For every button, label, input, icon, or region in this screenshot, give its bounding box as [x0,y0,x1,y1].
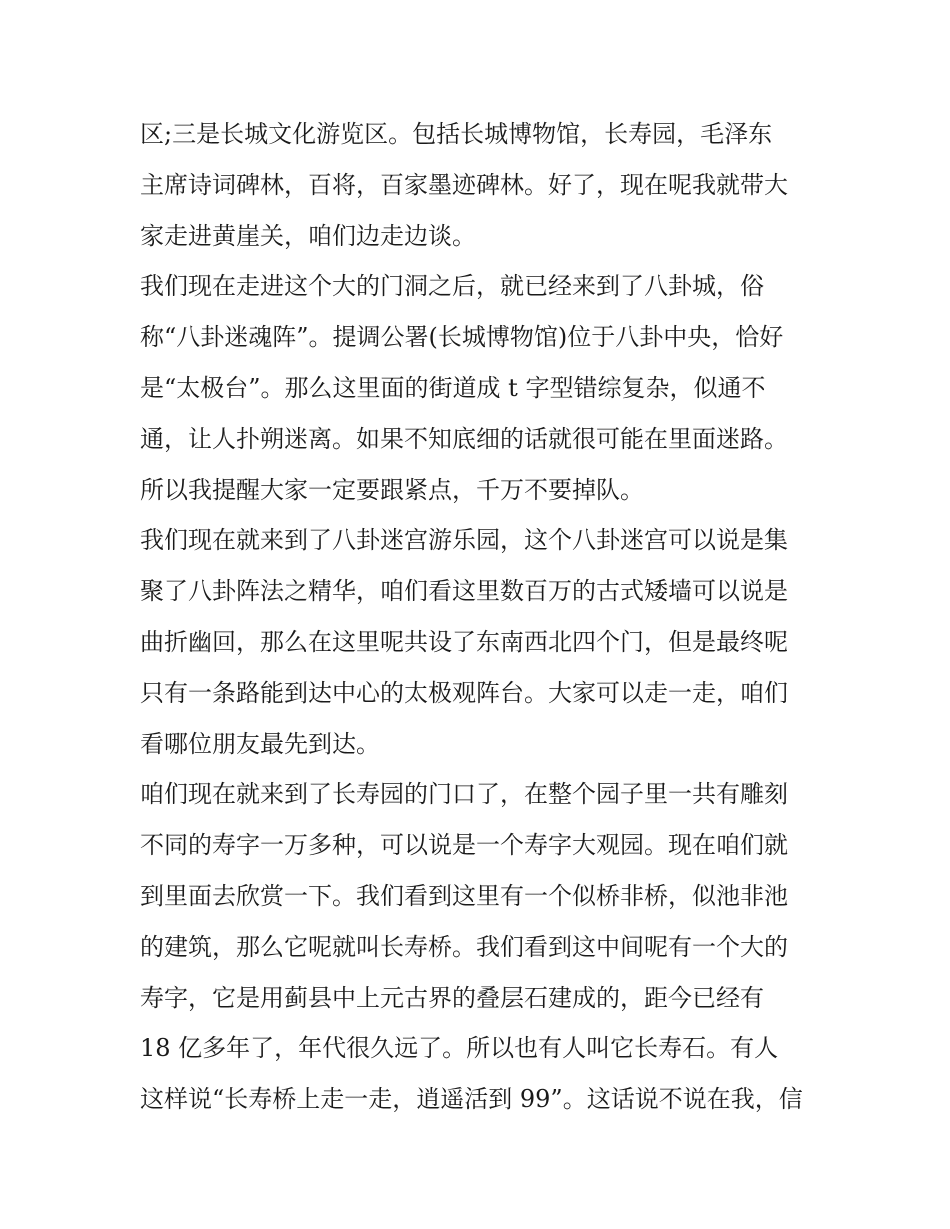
text-line: 曲折幽回，那么在这里呢共设了东南西北四个门，但是最终呢 [140,627,788,656]
body-text [140,109,830,1125]
text-line: 家走进黄崖关，咱们边走边谈。 [140,221,476,250]
text-line: 到里面去欣赏一下。我们看到这里有一个似桥非桥，似池非池 [140,881,788,910]
text-line: 这样说“长寿桥上走一走，逍遥活到 99”。这话说不说在我，信 [140,1085,803,1114]
text-line: 我们现在就来到了八卦迷宫游乐园，这个八卦迷宫可以说是集 [140,526,788,555]
text-line: 通，让人扑朔迷离。如果不知底细的话就很可能在里面迷路。 [140,424,788,453]
text-line: 是“太极台”。那么这里面的街道成 t 字型错综复杂，似通不 [140,373,766,402]
text-line: 寿字，它是用蓟县中上元古界的叠层石建成的，距今已经有 [140,983,764,1012]
text-line: 我们现在走进这个大的门洞之后，就已经来到了八卦城，俗 [140,272,764,301]
text-line: 18 亿多年了，年代很久远了。所以也有人叫它长寿石。有人 [140,1034,779,1063]
text-line: 只有一条路能到达中心的太极观阵台。大家可以走一走，咱们 [140,678,788,707]
text-line: 的建筑，那么它呢就叫长寿桥。我们看到这中间呢有一个大的 [140,932,788,961]
text-line: 所以我提醒大家一定要跟紧点，千万不要掉队。 [140,475,644,504]
text-line: 不同的寿字一万多种，可以说是一个寿字大观园。现在咱们就 [140,831,788,860]
text-line: 称“八卦迷魂阵”。提调公署(长城博物馆)位于八卦中央，恰好 [140,323,784,352]
text-line: 主席诗词碑林，百将，百家墨迹碑林。好了，现在呢我就带大 [140,170,788,199]
text-line: 区;三是长城文化游览区。包括长城博物馆，长寿园，毛泽东 [140,120,773,148]
text-line: 咱们现在就来到了长寿园的门口了，在整个园子里一共有雕刻 [140,780,788,809]
text-line: 聚了八卦阵法之精华，咱们看这里数百万的古式矮墙可以说是 [140,577,788,606]
text-line: 看哪位朋友最先到达。 [140,729,380,758]
